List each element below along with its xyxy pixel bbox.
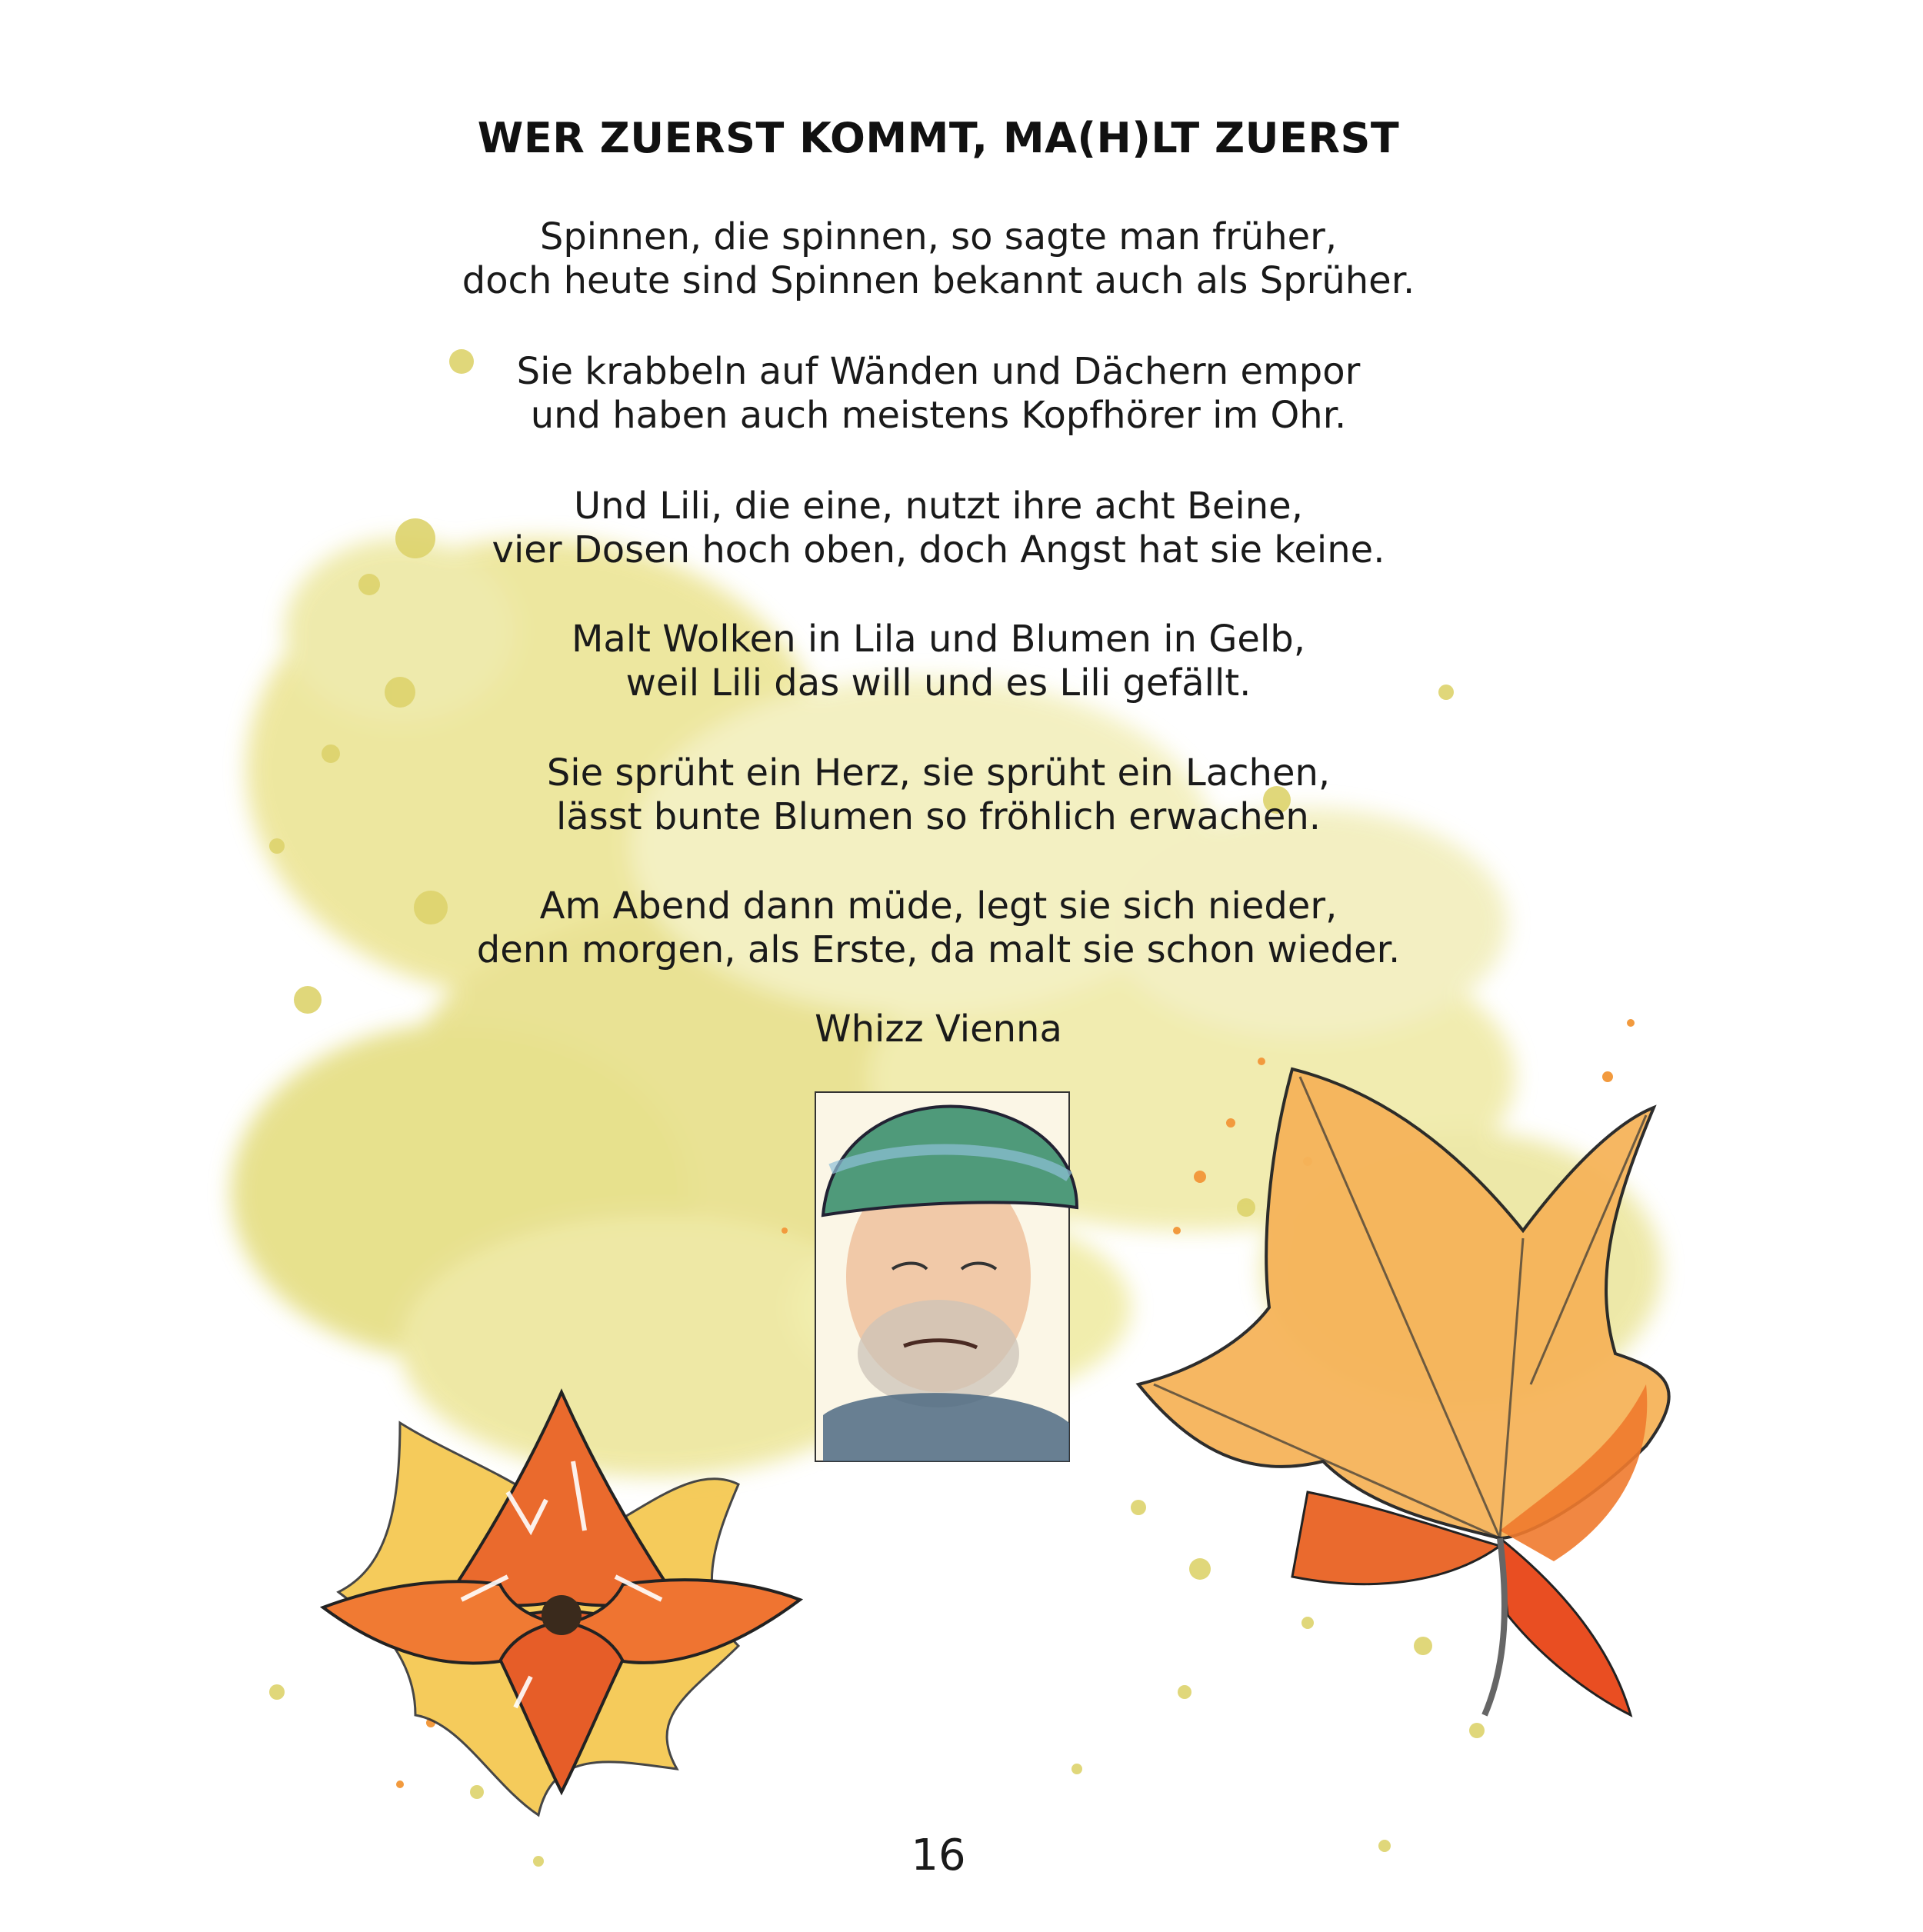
verse-line: lässt bunte Blumen so fröhlich erwachen. bbox=[555, 795, 1321, 838]
page-number: 16 bbox=[911, 1830, 966, 1880]
verse-line: Sie sprüht ein Herz, sie sprüht ein Lachen, bbox=[546, 751, 1331, 794]
verse-line: denn morgen, als Erste, da malt sie schon wieder. bbox=[476, 928, 1401, 971]
verse-line: weil Lili das will und es Lili gefällt. bbox=[625, 661, 1251, 705]
verse-line: Sie krabbeln auf Wänden und Dächern empor bbox=[516, 350, 1361, 393]
verse-line: Malt Wolken in Lila und Blumen in Gelb, bbox=[571, 618, 1306, 661]
poem-author: Whizz Vienna bbox=[815, 1008, 1062, 1051]
verse-line: Und Lili, die eine, nutzt ihre acht Beine, bbox=[574, 485, 1303, 528]
verse-line: Spinnen, die spinnen, so sagte man früher, bbox=[539, 215, 1338, 258]
poem-title: WER ZUERST KOMMT, MA(H)LT ZUERST bbox=[477, 114, 1400, 162]
verse-line: vier Dosen hoch oben, doch Angst hat sie keine. bbox=[492, 528, 1385, 571]
verse-line: doch heute sind Spinnen bekannt auch als Sprüher. bbox=[462, 259, 1415, 302]
verse-line: und haben auch meistens Kopfhörer im Ohr. bbox=[530, 394, 1347, 437]
verse-line: Am Abend dann müde, legt sie sich nieder, bbox=[539, 884, 1338, 928]
